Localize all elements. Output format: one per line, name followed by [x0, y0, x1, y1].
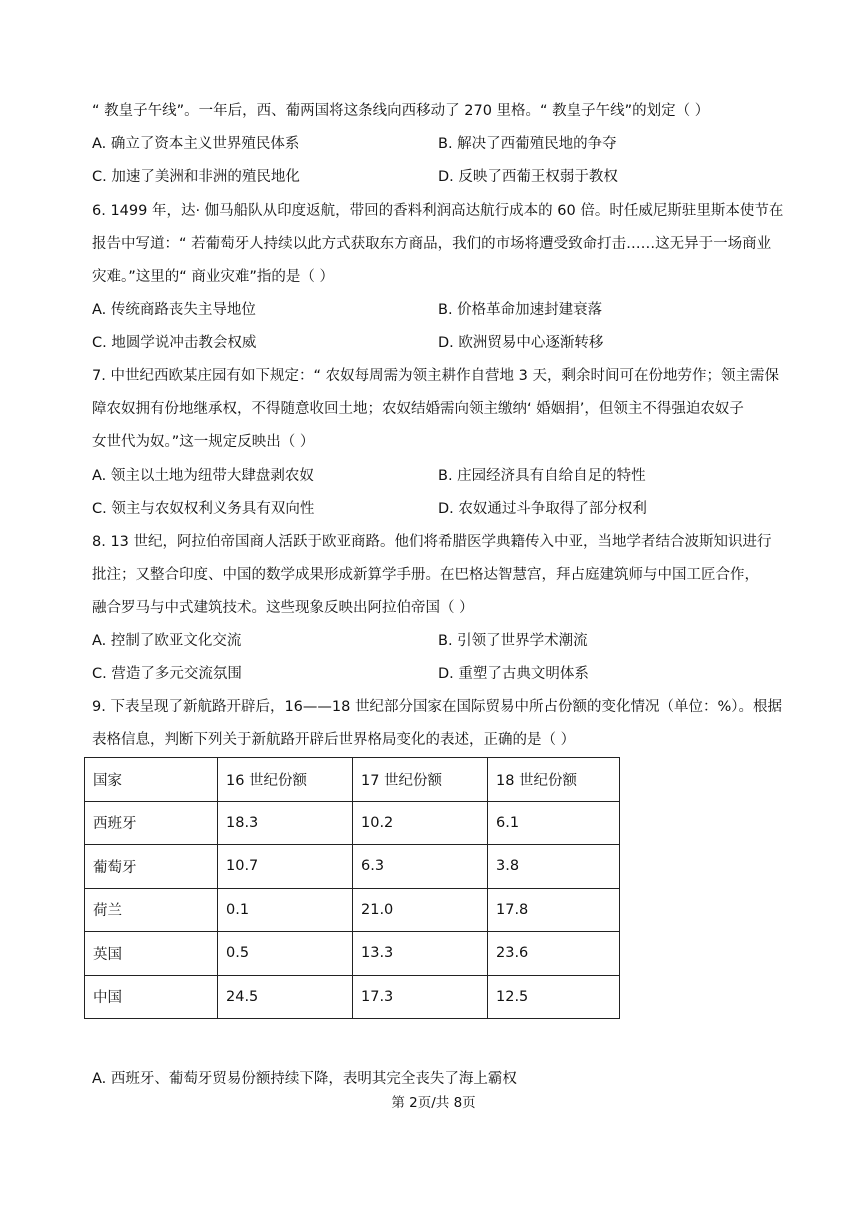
trade-share-table	[84, 757, 620, 1019]
q5-option-b: B. 解决了西葡殖民地的争夺	[438, 136, 617, 152]
table-cell: 17.8	[488, 888, 620, 932]
table-row	[85, 845, 620, 889]
table-cell: 英国	[85, 932, 218, 976]
table-cell: 12.5	[488, 975, 620, 1019]
q5-stem-tail: “ 教皇子午线”。一年后，西、葡两国将这条线向西移动了 270 里格。“ 教皇子午线”的划定（ ）	[92, 103, 710, 119]
q8-option-c: C. 营造了多元交流氛围	[92, 666, 242, 682]
q8-option-a: A. 控制了欧亚文化交流	[92, 633, 242, 649]
q6-option-c: C. 地圆学说冲击教会权威	[92, 335, 257, 351]
page-footer: 第 2页/共 8页	[391, 1095, 476, 1111]
q9-option-a: A. 西班牙、葡萄牙贸易份额持续下降，表明其完全丧失了海上霸权	[92, 1071, 517, 1087]
table-header-cell: 16 世纪份额	[218, 758, 353, 802]
q8-stem-line-2: 批注；又整合印度、中国的数学成果形成新算学手册。在巴格达智慧宫，拜占庭建筑师与中国工匠合作，	[92, 567, 759, 583]
q8-option-d: D. 重塑了古典文明体系	[438, 666, 589, 682]
table-cell: 24.5	[218, 975, 353, 1019]
table-cell: 6.1	[488, 801, 620, 845]
table-cell: 3.8	[488, 845, 620, 889]
q6-option-d: D. 欧洲贸易中心逐渐转移	[438, 335, 604, 351]
table-row	[85, 975, 620, 1019]
q8-option-b: B. 引领了世界学术潮流	[438, 633, 588, 649]
table-row	[85, 932, 620, 976]
q6-option-a: A. 传统商路丧失主导地位	[92, 302, 256, 318]
q7-option-a: A. 领主以土地为纽带大肆盘剥农奴	[92, 468, 314, 484]
table-header-cell: 17 世纪份额	[353, 758, 488, 802]
table-cell: 21.0	[353, 888, 488, 932]
q7-option-c: C. 领主与农奴权利义务具有双向性	[92, 501, 315, 517]
table-cell: 6.3	[353, 845, 488, 889]
table-cell: 17.3	[353, 975, 488, 1019]
q6-stem-line-2: 报告中写道：“ 若葡萄牙人持续以此方式获取东方商品，我们的市场将遭受致命打击……这无异于一场商业	[92, 236, 772, 252]
q6-stem-line-3: 灾难。”这里的“ 商业灾难”指的是（ ）	[92, 269, 335, 285]
table-cell: 中国	[85, 975, 218, 1019]
table-cell: 23.6	[488, 932, 620, 976]
q7-stem-line-1: 7. 中世纪西欧某庄园有如下规定：“ 农奴每周需为领主耕作自营地 3 天，剩余时间可在份地劳作；领主需保	[92, 368, 780, 384]
q7-stem-line-2: 障农奴拥有份地继承权，不得随意收回土地；农奴结婚需向领主缴纳‘ 婚姻捐’，但领主不得强迫农奴子	[92, 401, 744, 417]
table-cell: 10.7	[218, 845, 353, 889]
table-cell: 10.2	[353, 801, 488, 845]
table-cell: 13.3	[353, 932, 488, 976]
q7-option-d: D. 农奴通过斗争取得了部分权利	[438, 501, 647, 517]
table-cell: 0.5	[218, 932, 353, 976]
q9-stem-line-2: 表格信息，判断下列关于新航路开辟后世界格局变化的表述，正确的是（ ）	[92, 732, 576, 748]
q5-option-a: A. 确立了资本主义世界殖民体系	[92, 136, 300, 152]
table-cell: 西班牙	[85, 801, 218, 845]
q5-option-c: C. 加速了美洲和非洲的殖民地化	[92, 169, 300, 185]
q8-stem-line-1: 8. 13 世纪，阿拉伯帝国商人活跃于欧亚商路。他们将希腊医学典籍传入中亚，当地学者结合波斯知识进行	[92, 534, 772, 550]
q6-stem-line-1: 6. 1499 年，达· 伽马船队从印度返航，带回的香料利润高达航行成本的 60 倍。时任威尼斯驻里斯本使节在	[92, 203, 784, 219]
table-row	[85, 801, 620, 845]
q9-stem-line-1: 9. 下表呈现了新航路开辟后，16——18 世纪部分国家在国际贸易中所占份额的变化情况（单位：%）。根据	[92, 699, 782, 715]
q7-stem-line-3: 女世代为奴。”这一规定反映出（ ）	[92, 434, 315, 450]
q6-option-b: B. 价格革命加速封建衰落	[438, 302, 603, 318]
table-cell: 荷兰	[85, 888, 218, 932]
table-header-row	[85, 758, 620, 802]
table-cell: 0.1	[218, 888, 353, 932]
q5-option-d: D. 反映了西葡王权弱于教权	[438, 169, 618, 185]
q8-stem-line-3: 融合罗马与中式建筑技术。这些现象反映出阿拉伯帝国（ ）	[92, 600, 474, 616]
table-cell: 18.3	[218, 801, 353, 845]
q7-option-b: B. 庄园经济具有自给自足的特性	[438, 468, 646, 484]
table-row	[85, 888, 620, 932]
table-header-cell: 18 世纪份额	[488, 758, 620, 802]
table-header-cell: 国家	[85, 758, 218, 802]
table-cell: 葡萄牙	[85, 845, 218, 889]
